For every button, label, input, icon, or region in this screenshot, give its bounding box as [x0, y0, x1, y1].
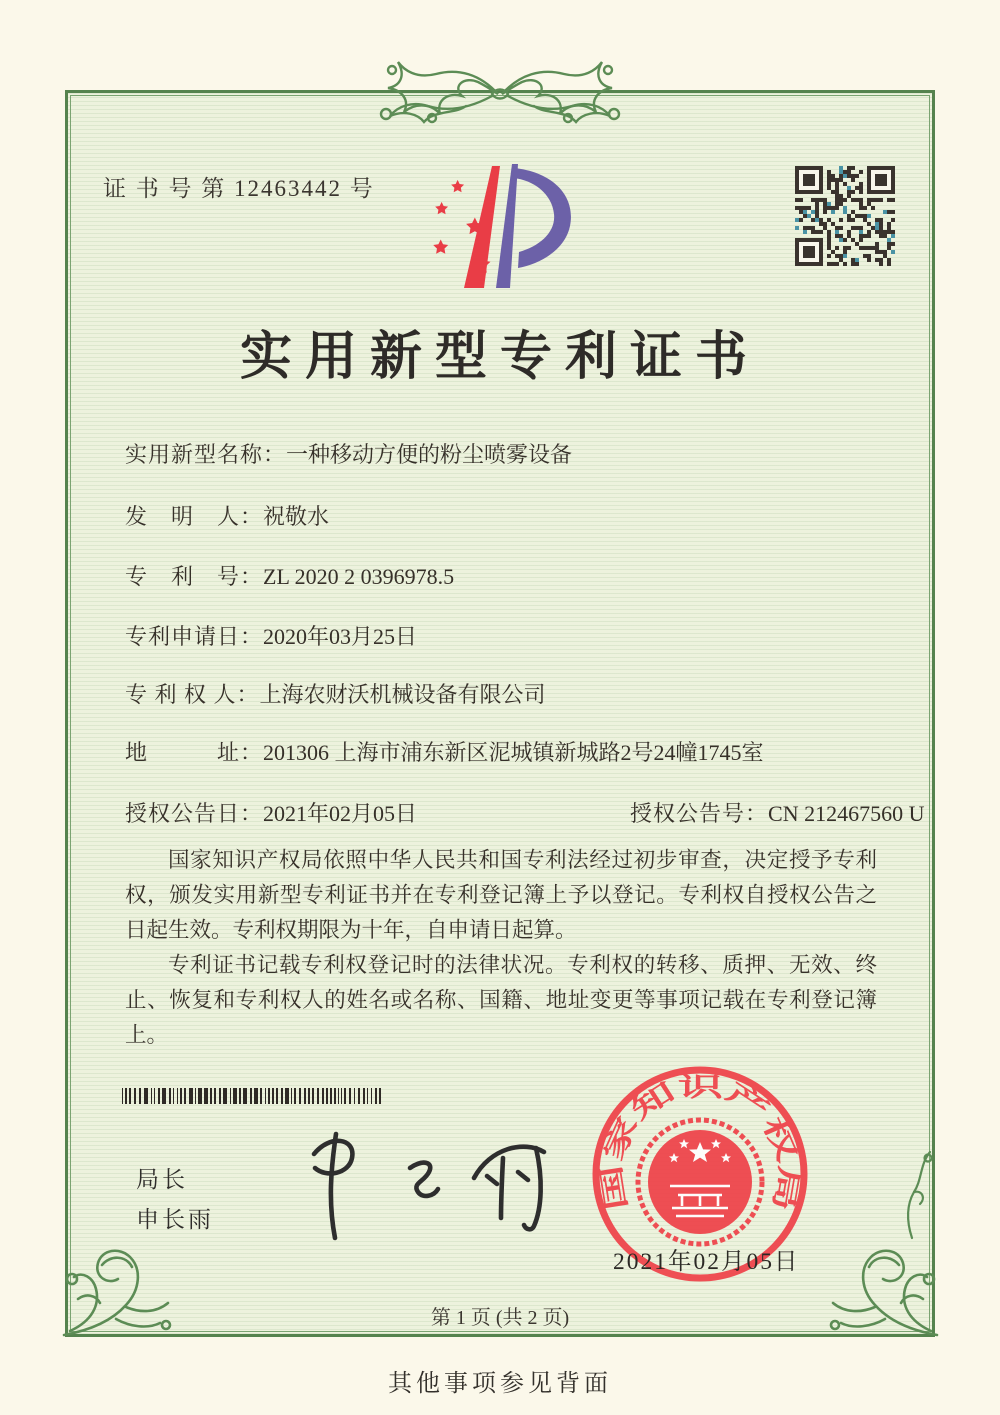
field-value: 2021年02月05日: [263, 801, 418, 826]
field-row-inventor: [125, 500, 329, 531]
field-label: 实用新型名称：: [125, 442, 287, 467]
field-row-address: [125, 736, 764, 767]
barcode: [122, 1088, 384, 1104]
field-row-patent-no: [125, 560, 454, 591]
certificate-number: 证 书 号 第 12463442 号: [103, 176, 375, 201]
commissioner-name: 申长雨: [136, 1206, 214, 1232]
field-label: 专 利 号：: [125, 564, 264, 589]
commissioner-title: 局长: [136, 1166, 188, 1192]
field-label: 专 利 权 人：: [125, 682, 260, 707]
cnipa-logo: [418, 148, 583, 298]
field-row-filing-date: [125, 620, 417, 651]
field-label: 授权公告日：: [125, 801, 264, 826]
commissioner-signature: [282, 1120, 582, 1250]
seal-date: 2021年02月05日: [613, 1249, 800, 1275]
seal-text: 国家知识产权局: [597, 1071, 805, 1213]
field-value: 祝敬水: [263, 504, 330, 529]
page-number: 第 1 页 (共 2 页): [430, 1307, 570, 1329]
field-row-grant: [125, 797, 925, 828]
qr-code: [795, 166, 895, 266]
field-value: 2020年03月25日: [263, 624, 418, 649]
legal-body-text: [125, 843, 877, 1053]
field-value: CN 212467560 U: [768, 801, 925, 826]
field-label: 地 址：: [125, 740, 264, 765]
field-value: ZL 2020 2 0396978.5: [263, 564, 455, 589]
field-label: 发 明 人：: [125, 504, 264, 529]
field-label: 授权公告号：: [630, 801, 769, 826]
legal-paragraph-1: 国家知识产权局依照中华人民共和国专利法经过初步审查，决定授予专利权，颁发实用新型专利证书并在专利登记簿上予以登记。专利权自授权公告之日起生效。专利权期限为十年，自申请日起算。: [125, 848, 877, 942]
back-side-note: 其他事项参见背面: [388, 1371, 612, 1397]
field-row-name: [125, 438, 572, 469]
legal-paragraph-2: 专利证书记载专利权登记时的法律状况。专利权的转移、质押、无效、终止、恢复和专利权人的姓名或名称、国籍、地址变更等事项记载在专利登记簿上。: [125, 953, 877, 1047]
field-value: 上海农财沃机械设备有限公司: [259, 682, 546, 707]
field-label: 专利申请日：: [125, 624, 264, 649]
field-value: 201306 上海市浦东新区泥城镇新城路2号24幢1745室: [263, 740, 764, 765]
certificate-title: 实用新型专利证书: [239, 329, 760, 386]
grant-announcement-no: [630, 797, 924, 828]
field-row-patentee: [125, 678, 546, 709]
field-value: 一种移动方便的粉尘喷雾设备: [286, 442, 573, 467]
